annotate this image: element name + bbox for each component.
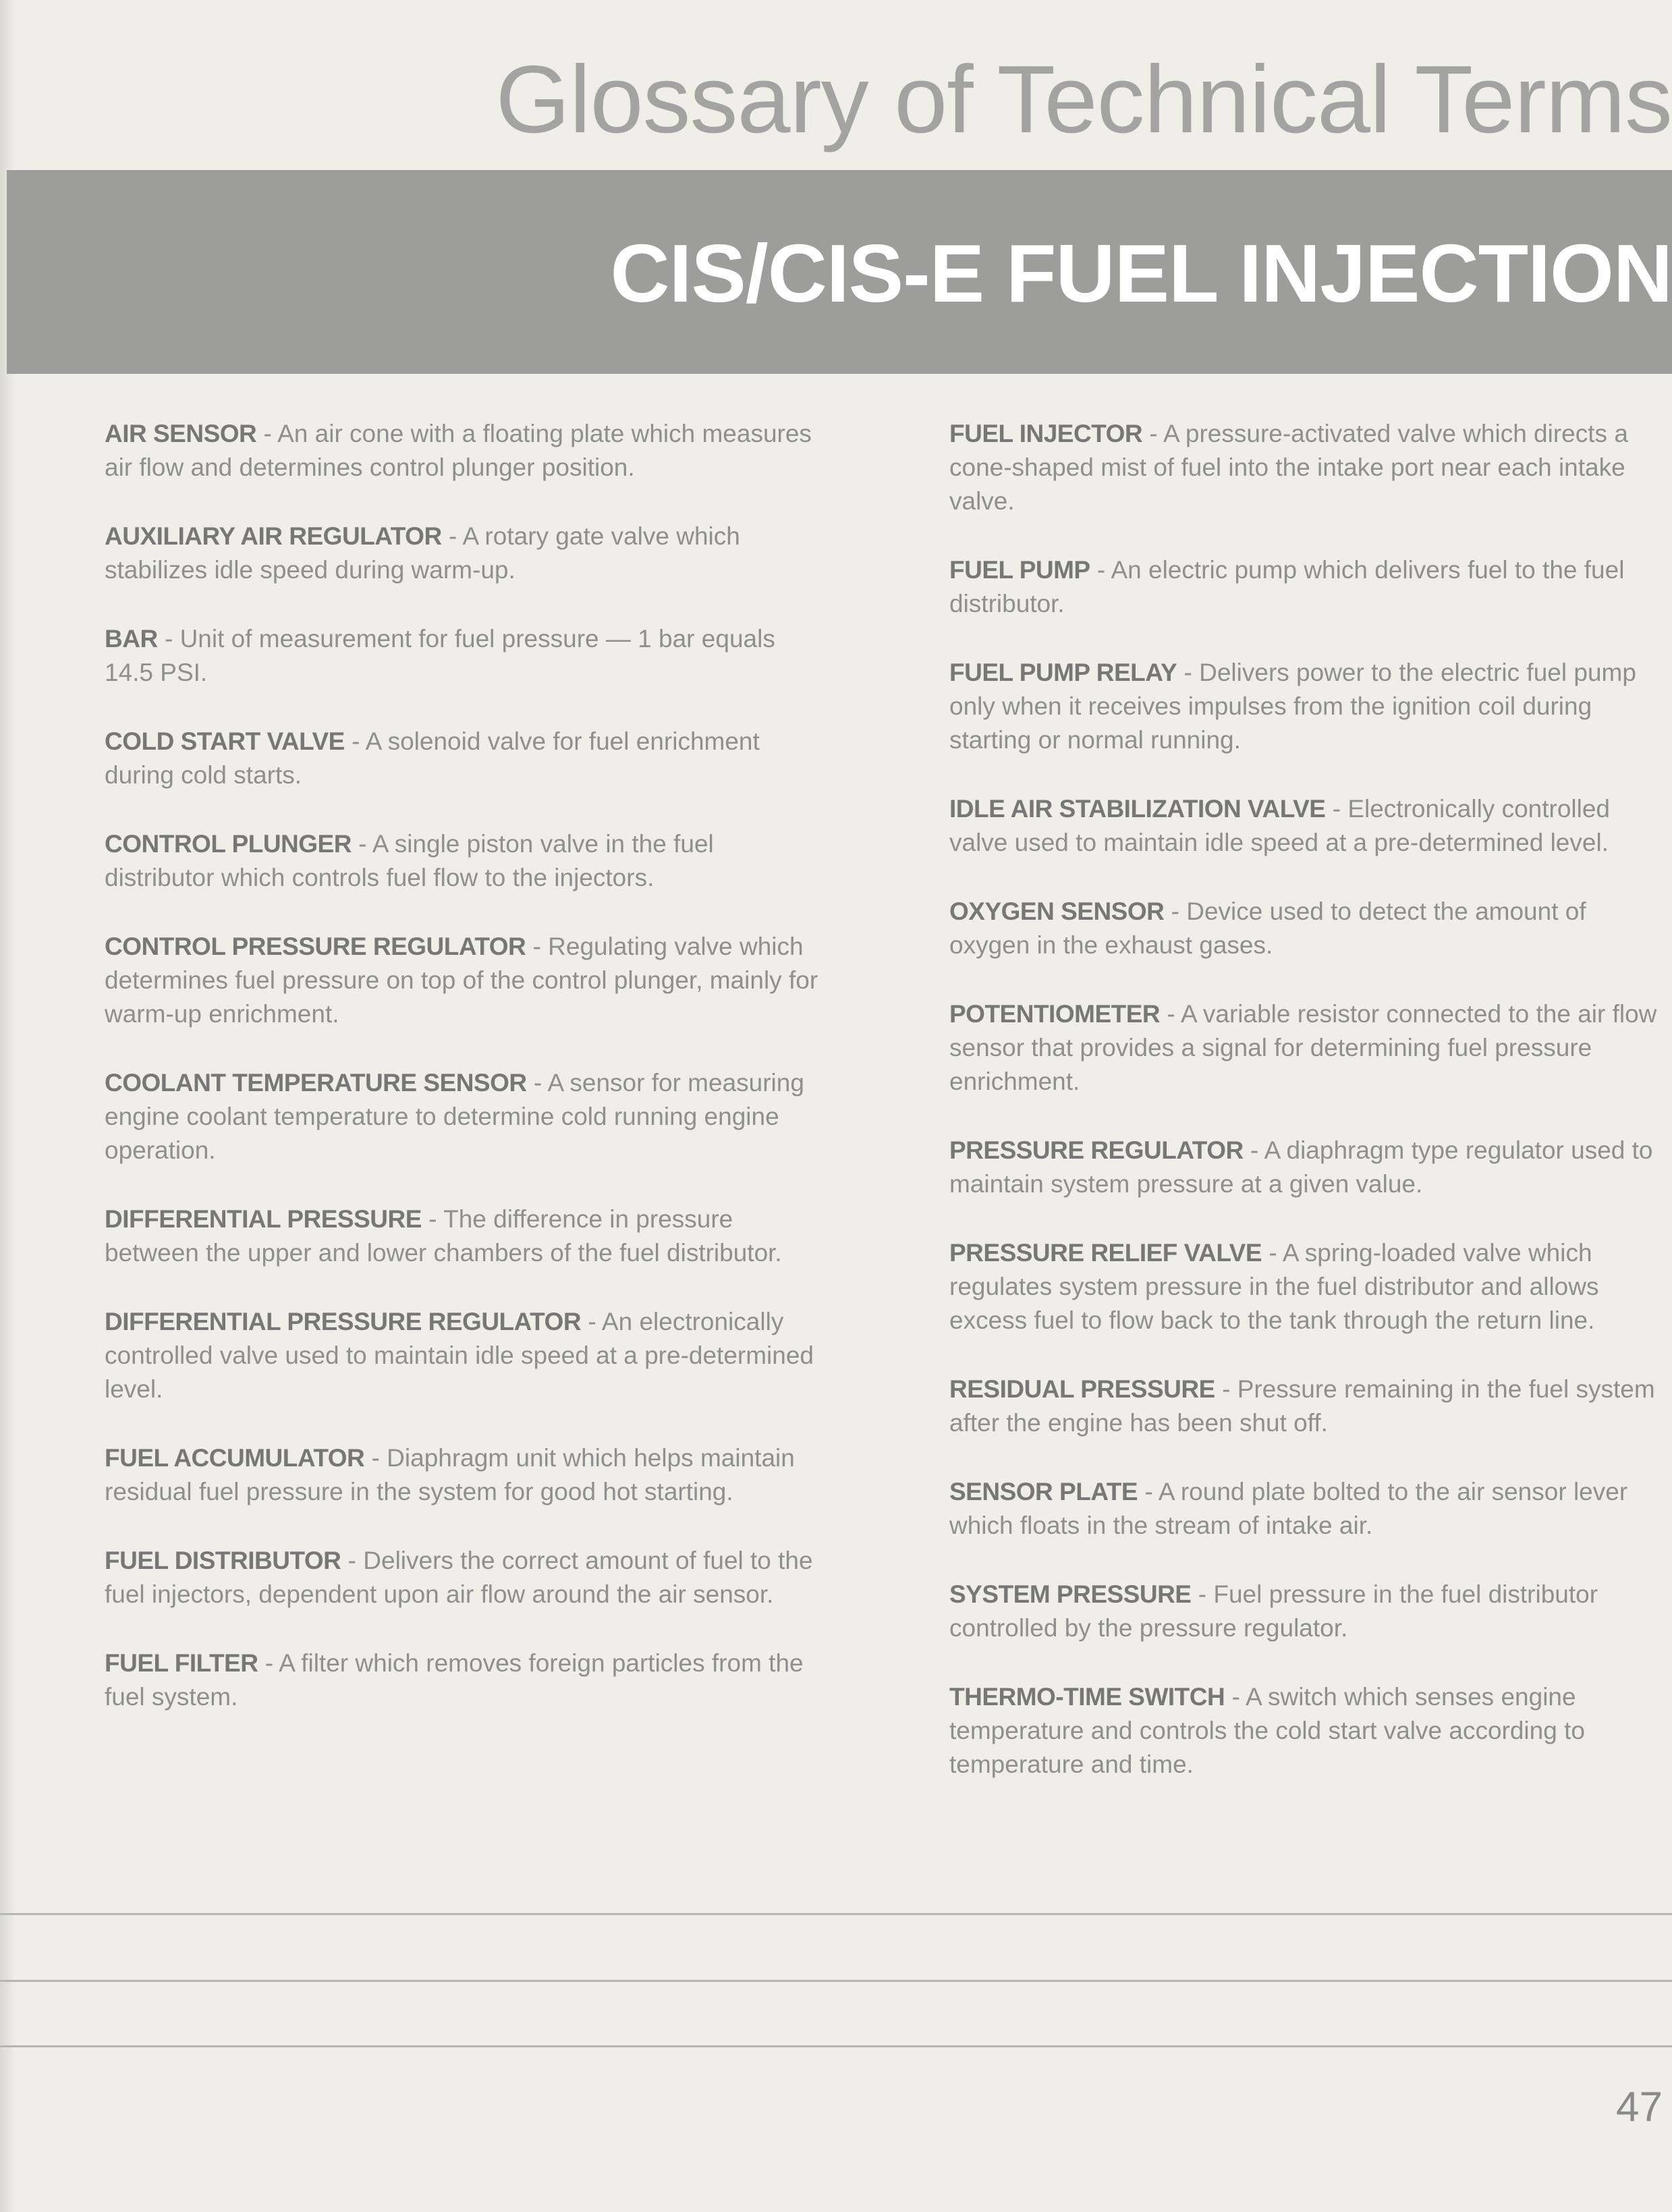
glossary-entry: SYSTEM PRESSURE - Fuel pressure in the fuel distributor controlled by the pressure regulator. <box>949 1580 1598 1642</box>
glossary-definition: Fuel pressure in the fuel distributor controlled by the pressure regulator. <box>949 1580 1598 1642</box>
glossary-definition: A sensor for measuring engine coolant temperature to determine cold running engine operation. <box>105 1069 804 1164</box>
glossary-entry: CONTROL PLUNGER - A single piston valve in the fuel distributor which controls fuel flow to the injectors. <box>105 830 714 891</box>
glossary-term: COOLANT TEMPERATURE SENSOR <box>105 1069 527 1097</box>
divider-line <box>0 1913 1672 1915</box>
glossary-definition: A filter which removes foreign particles from the fuel system. <box>105 1649 804 1711</box>
glossary-term: DIFFERENTIAL PRESSURE <box>105 1205 422 1233</box>
glossary-entry: PRESSURE RELIEF VALVE - A spring-loaded valve which regulates system pressure in the fuel distributor and allows excess fuel to flow back to the tank through the return line. <box>949 1239 1599 1334</box>
glossary-entry: FUEL DISTRIBUTOR - Delivers the correct amount of fuel to the fuel injectors, dependent upon air flow around the air sensor. <box>105 1547 813 1608</box>
glossary-term: CONTROL PRESSURE REGULATOR <box>105 933 526 960</box>
glossary-left-column <box>105 417 820 1749</box>
glossary-term: OXYGEN SENSOR <box>949 897 1165 925</box>
glossary-definition: Diaphragm unit which helps maintain residual fuel pressure in the system for good hot starting. <box>105 1444 795 1505</box>
glossary-term: SYSTEM PRESSURE <box>949 1580 1192 1608</box>
glossary-term: FUEL PUMP <box>949 556 1090 584</box>
glossary-definition: A variable resistor connected to the air flow sensor that provides a signal for determining fuel pressure enrichment. <box>949 1000 1657 1095</box>
glossary-entry: AUXILIARY AIR REGULATOR - A rotary gate valve which stabilizes idle speed during warm-up. <box>105 522 740 584</box>
glossary-term: CONTROL PLUNGER <box>105 830 352 858</box>
glossary-entry: IDLE AIR STABILIZATION VALVE - Electronically controlled valve used to maintain idle speed at a pre-determined level. <box>949 795 1611 856</box>
glossary-definition: An electronically controlled valve used to maintain idle speed at a pre-determined level. <box>105 1308 814 1403</box>
glossary-definition: A round plate bolted to the air sensor lever which floats in the stream of intake air. <box>949 1478 1628 1539</box>
glossary-term: FUEL FILTER <box>105 1649 258 1677</box>
glossary-definition: A spring-loaded valve which regulates system pressure in the fuel distributor and allows excess fuel to flow back to the tank through the return line. <box>949 1239 1599 1334</box>
glossary-entry: FUEL INJECTOR - A pressure-activated valve which directs a cone-shaped mist of fuel into the intake port near each intake valve. <box>949 420 1628 515</box>
glossary-definition: A single piston valve in the fuel distributor which controls fuel flow to the injectors. <box>105 830 714 891</box>
glossary-term: COLD START VALVE <box>105 727 345 755</box>
glossary-term: AIR SENSOR <box>105 420 257 447</box>
glossary-term: FUEL ACCUMULATOR <box>105 1444 365 1472</box>
glossary-entry: PRESSURE REGULATOR - A diaphragm type regulator used to maintain system pressure at a given value. <box>949 1136 1653 1198</box>
glossary-entry: THERMO-TIME SWITCH - A switch which senses engine temperature and controls the cold start valve according to temperature and time. <box>949 1683 1585 1778</box>
glossary-definition: Pressure remaining in the fuel system after the engine has been shut off. <box>949 1375 1655 1437</box>
glossary-term: DIFFERENTIAL PRESSURE REGULATOR <box>105 1308 582 1335</box>
glossary-entry: SENSOR PLATE - A round plate bolted to the air sensor lever which floats in the stream of intake air. <box>949 1478 1628 1539</box>
page-number: 47 <box>1616 2084 1663 2130</box>
section-title: CIS/CIS-E FUEL INJECTION <box>610 227 1672 319</box>
glossary-entry: FUEL ACCUMULATOR - Diaphragm unit which helps maintain residual fuel pressure in the system for good hot starting. <box>105 1444 795 1505</box>
glossary-definition: A switch which senses engine temperature and controls the cold start valve according to temperature and time. <box>949 1683 1585 1778</box>
glossary-definition: A diaphragm type regulator used to maintain system pressure at a given value. <box>949 1136 1653 1198</box>
glossary-term: POTENTIOMETER <box>949 1000 1161 1028</box>
glossary-entry: OXYGEN SENSOR - Device used to detect the amount of oxygen in the exhaust gases. <box>949 897 1586 959</box>
page-title: Glossary of Technical Terms <box>495 46 1672 153</box>
glossary-term: IDLE AIR STABILIZATION VALVE <box>949 795 1326 823</box>
glossary-term: PRESSURE RELIEF VALVE <box>949 1239 1262 1267</box>
glossary-entry: DIFFERENTIAL PRESSURE - The difference in pressure between the upper and lower chambers of the fuel distributor. <box>105 1205 782 1267</box>
glossary-term: AUXILIARY AIR REGULATOR <box>105 522 442 550</box>
glossary-term: BAR <box>105 625 158 653</box>
glossary-term: SENSOR PLATE <box>949 1478 1138 1505</box>
glossary-entry: AIR SENSOR - An air cone with a floating plate which measures air flow and determines control plunger position. <box>105 420 812 481</box>
glossary-right-column <box>949 417 1658 1817</box>
glossary-term: THERMO-TIME SWITCH <box>949 1683 1225 1711</box>
glossary-entry: POTENTIOMETER - A variable resistor connected to the air flow sensor that provides a signal for determining fuel pressure enrichment. <box>949 1000 1657 1095</box>
glossary-entry: COOLANT TEMPERATURE SENSOR - A sensor for measuring engine coolant temperature to determine cold running engine operation. <box>105 1069 804 1164</box>
glossary-definition: Delivers power to the electric fuel pump only when it receives impulses from the ignition coil during starting or normal running. <box>949 659 1636 754</box>
glossary-definition: Electronically controlled valve used to maintain idle speed at a pre-determined level. <box>949 795 1611 856</box>
glossary-definition: Delivers the correct amount of fuel to the fuel injectors, dependent upon air flow around the air sensor. <box>105 1547 813 1608</box>
glossary-entry: BAR - Unit of measurement for fuel pressure — 1 bar equals 14.5 PSI. <box>105 625 775 686</box>
glossary-definition: Device used to detect the amount of oxygen in the exhaust gases. <box>949 897 1586 959</box>
divider-line <box>0 2045 1672 2047</box>
glossary-entry: CONTROL PRESSURE REGULATOR - Regulating valve which determines fuel pressure on top of the control plunger, mainly for warm-up enrichment. <box>105 933 818 1028</box>
glossary-term: FUEL DISTRIBUTOR <box>105 1547 341 1574</box>
glossary-entry: RESIDUAL PRESSURE - Pressure remaining in the fuel system after the engine has been shut off. <box>949 1375 1655 1437</box>
divider-line <box>0 1980 1672 1982</box>
glossary-definition: Unit of measurement for fuel pressure — 1 bar equals 14.5 PSI. <box>105 625 775 686</box>
glossary-entry: FUEL PUMP - An electric pump which delivers fuel to the fuel distributor. <box>949 556 1625 617</box>
glossary-entry: FUEL FILTER - A filter which removes foreign particles from the fuel system. <box>105 1649 804 1711</box>
glossary-definition: The difference in pressure between the upper and lower chambers of the fuel distributor. <box>105 1205 782 1267</box>
glossary-entry: DIFFERENTIAL PRESSURE REGULATOR - An electronically controlled valve used to maintain idle speed at a pre-determined level. <box>105 1308 814 1403</box>
glossary-term: RESIDUAL PRESSURE <box>949 1375 1215 1403</box>
glossary-entry: FUEL PUMP RELAY - Delivers power to the electric fuel pump only when it receives impulses from the ignition coil during starting or normal running. <box>949 659 1636 754</box>
glossary-term: FUEL INJECTOR <box>949 420 1143 447</box>
glossary-term: FUEL PUMP RELAY <box>949 659 1177 686</box>
glossary-entry: COLD START VALVE - A solenoid valve for fuel enrichment during cold starts. <box>105 727 760 789</box>
glossary-definition: An electric pump which delivers fuel to the fuel distributor. <box>949 556 1625 617</box>
glossary-term: PRESSURE REGULATOR <box>949 1136 1244 1164</box>
glossary-definition: A solenoid valve for fuel enrichment during cold starts. <box>105 727 760 789</box>
glossary-definition: An air cone with a floating plate which measures air flow and determines control plunger position. <box>105 420 812 481</box>
glossary-definition: A pressure-activated valve which directs a cone-shaped mist of fuel into the intake port near each intake valve. <box>949 420 1628 515</box>
glossary-definition: Regulating valve which determines fuel pressure on top of the control plunger, mainly for warm-up enrichment. <box>105 933 818 1028</box>
glossary-definition: A rotary gate valve which stabilizes idle speed during warm-up. <box>105 522 740 584</box>
